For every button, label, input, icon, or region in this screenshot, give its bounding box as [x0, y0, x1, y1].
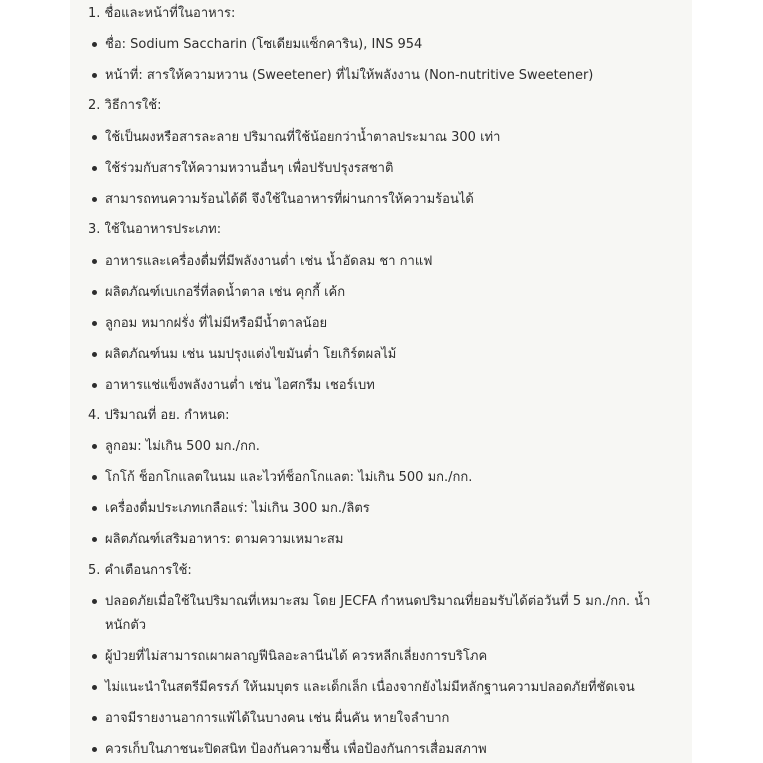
bullet-icon — [92, 197, 97, 202]
bullet-icon — [92, 506, 97, 511]
list-item-text: ผู้ป่วยที่ไม่สามารถเผาผลาญฟีนิลอะลานีนได้ ควรหลีกเลี่ยงการบริโภค — [105, 649, 488, 664]
list-item-text: หน้าที่: สารให้ความหวาน (Sweetener) ที่ไม่ให้พลังงาน (Non-nutritive Sweetener) — [105, 68, 594, 83]
bullet-icon — [92, 135, 97, 140]
list-item-text: ผลิตภัณฑ์เสริมอาหาร: ตามความเหมาะสม — [105, 532, 344, 547]
section-heading: 5. คำเตือนการใช้: — [88, 563, 192, 578]
bullet-icon — [92, 166, 97, 171]
bullet-icon — [92, 716, 97, 721]
document-page — [70, 0, 692, 763]
bullet-icon — [92, 383, 97, 388]
section-heading: 2. วิธีการใช้: — [88, 98, 162, 113]
list-item-text: ลูกอม: ไม่เกิน 500 มก./กก. — [105, 439, 260, 454]
list-item-text: ผลิตภัณฑ์เบเกอรี่ที่ลดน้ำตาล เช่น คุกกี้ เค้ก — [105, 285, 346, 300]
list-item-text: ลูกอม หมากฝรั่ง ที่ไม่มีหรือมีน้ำตาลน้อย — [105, 316, 328, 331]
list-item-text: ชื่อ: Sodium Saccharin (โซเดียมแซ็กคาริน), INS 954 — [105, 37, 423, 52]
bullet-icon — [92, 654, 97, 659]
bullet-icon — [92, 599, 97, 604]
list-item-text: ไม่แนะนำในสตรีมีครรภ์ ให้นมบุตร และเด็กเล็ก เนื่องจากยังไม่มีหลักฐานความปลอดภัยที่ชัดเจน — [105, 680, 635, 695]
list-item-text: ปลอดภัยเมื่อใช้ในปริมาณที่เหมาะสม โดย JECFA กำหนดปริมาณที่ยอมรับได้ต่อวันที่ 5 มก./กก. น้ำหนักตัว — [105, 594, 651, 633]
list-item-text: ผลิตภัณฑ์นม เช่น นมปรุงแต่งไขมันต่ำ โยเกิร์ตผลไม้ — [105, 347, 397, 362]
section-heading: 3. ใช้ในอาหารประเภท: — [88, 222, 222, 237]
list-item-text: ควรเก็บในภาชนะปิดสนิท ป้องกันความชื้น เพื่อป้องกันการเสื่อมสภาพ — [105, 742, 487, 757]
bullet-icon — [92, 537, 97, 542]
bullet-icon — [92, 321, 97, 326]
list-item-text: ใช้เป็นผงหรือสารละลาย ปริมาณที่ใช้น้อยกว่าน้ำตาลประมาณ 300 เท่า — [105, 130, 501, 145]
list-item-text: อาหารและเครื่องดื่มที่มีพลังงานต่ำ เช่น น้ำอัดลม ชา กาแฟ — [105, 254, 433, 269]
list-item-text: สามารถทนความร้อนได้ดี จึงใช้ในอาหารที่ผ่านการให้ความร้อนได้ — [105, 192, 474, 207]
bullet-icon — [92, 475, 97, 480]
bullet-icon — [92, 352, 97, 357]
bullet-icon — [92, 685, 97, 690]
list-item-text: ใช้ร่วมกับสารให้ความหวานอื่นๆ เพื่อปรับปรุงรสชาติ — [105, 161, 394, 176]
list-item-text: โกโก้ ช็อกโกแลตในนม และไวท์ช็อกโกแลต: ไม่เกิน 500 มก./กก. — [105, 470, 473, 485]
section-heading: 4. ปริมาณที่ อย. กำหนด: — [88, 408, 230, 423]
bullet-icon — [92, 42, 97, 47]
bullet-icon — [92, 290, 97, 295]
list-item-text: อาจมีรายงานอาการแพ้ได้ในบางคน เช่น ผื่นคัน หายใจลำบาก — [105, 711, 450, 726]
bullet-icon — [92, 444, 97, 449]
bullet-icon — [92, 747, 97, 752]
bullet-icon — [92, 259, 97, 264]
list-item-text: เครื่องดื่มประเภทเกลือแร่: ไม่เกิน 300 มก./ลิตร — [105, 501, 370, 516]
bullet-icon — [92, 73, 97, 78]
section-heading: 1. ชื่อและหน้าที่ในอาหาร: — [88, 6, 236, 21]
list-item-text: อาหารแช่แข็งพลังงานต่ำ เช่น ไอศกรีม เชอร์เบท — [105, 378, 375, 393]
